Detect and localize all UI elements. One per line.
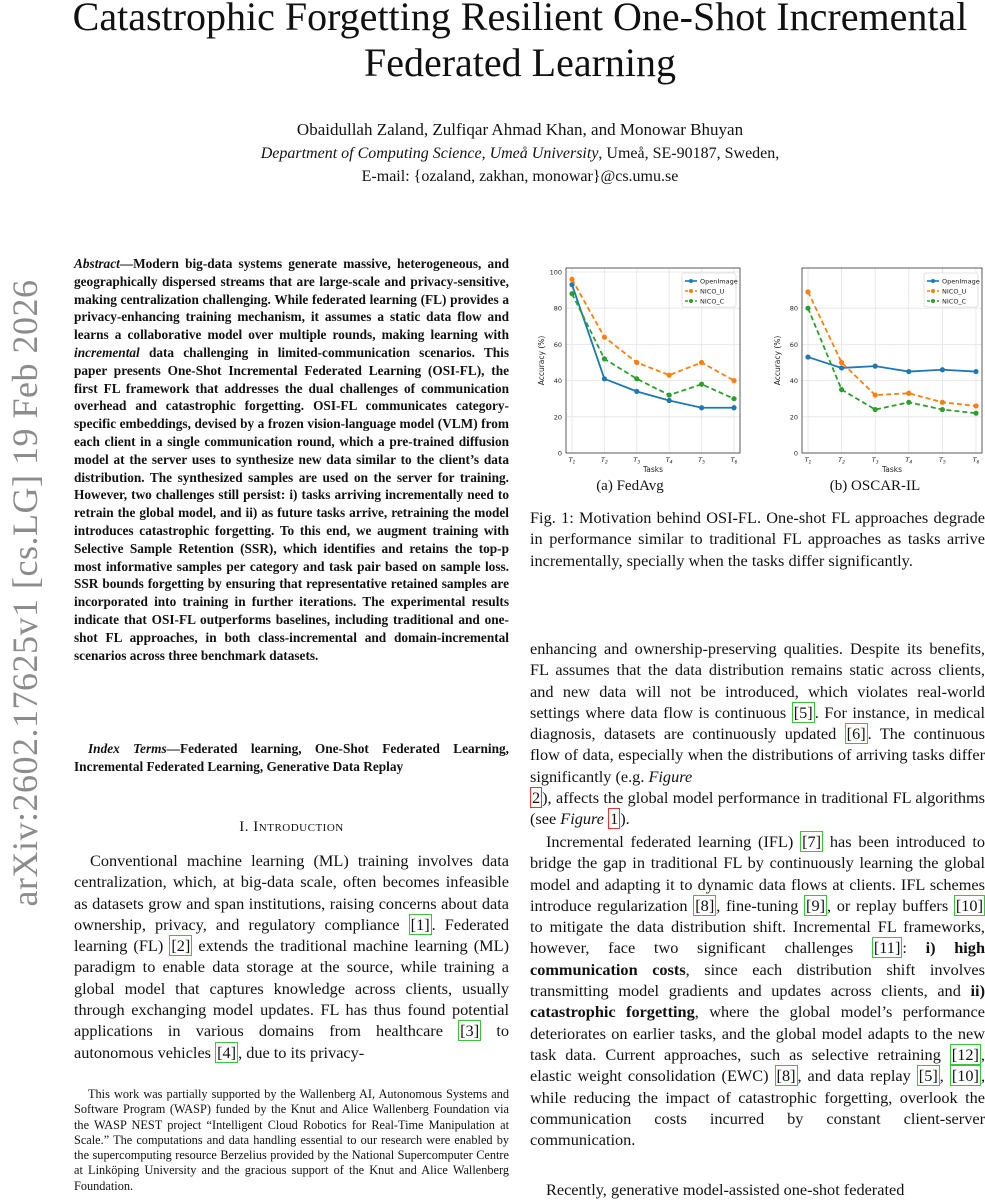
citation-link[interactable]: [4] bbox=[217, 1042, 237, 1062]
x-tick-label: $T_4$ bbox=[905, 456, 913, 466]
data-point bbox=[731, 378, 736, 383]
body-text: , where the global model’s performance deteriorates on earlier tasks, and the global model adapts to the new task data. Current approaches, such as selective retraining bbox=[530, 1002, 985, 1064]
body-text: , or replay buffers bbox=[827, 895, 954, 915]
data-point bbox=[699, 405, 704, 410]
intro-text: , due to its privacy- bbox=[238, 1042, 365, 1062]
chart-oscar-il bbox=[773, 268, 982, 474]
footnote: This work was partially supported by the Wallenberg AI, Autonomous Systems and Software Program (WASP) funded by the Knut and Alice Wallenberg Foundation via the WASP NEST project “Intelligent Cloud Robotics for Real-Time Manipulation at Scale.” The computations and data handling essential to our research were enabled by the supercomputing resource Berzelius provided by the National Supercomputer Centre at Linköping University and the gracious support of the Knut and Alice Wallenberg Foundation. bbox=[74, 1087, 509, 1193]
abstract-emphasis: incremental bbox=[74, 344, 140, 360]
body-text: . For instance, in medical diagnosis, datasets are continuously updated bbox=[530, 702, 985, 744]
data-point bbox=[906, 400, 911, 405]
citation-link[interactable]: [5] bbox=[918, 1066, 938, 1086]
series-line bbox=[572, 294, 734, 399]
email: E-mail: {ozaland, zakhan, monowar}@cs.umu.se bbox=[361, 168, 679, 185]
section-heading bbox=[74, 819, 509, 836]
x-tick-label: $T_1$ bbox=[804, 456, 812, 466]
legend-label: NICO_C bbox=[700, 297, 725, 306]
subcaption-b: (b) OSCAR-IL bbox=[829, 478, 921, 494]
data-point bbox=[906, 369, 911, 374]
x-tick-label: $T_6$ bbox=[730, 456, 738, 466]
x-tick-label: $T_2$ bbox=[600, 456, 608, 466]
x-axis-label: Tasks bbox=[642, 465, 664, 474]
body-text: , since each distribution shift involves transmitting model gradients and updates across clients, and bbox=[530, 959, 985, 1001]
data-point bbox=[839, 387, 844, 392]
citation-link[interactable]: [3] bbox=[460, 1021, 480, 1041]
citation-link[interactable]: [1] bbox=[410, 914, 430, 934]
data-point bbox=[731, 396, 736, 401]
body-text: has been introduced to bridge the gap in traditional FL by continuously learning the global model and adapting it to dynamic data flows at clients. IFL schemes introduce regularization bbox=[530, 832, 985, 915]
intro-text: Conventional machine learning (ML) training involves data centralization, which, at big-data scale, often becomes infeasible as datasets grow and span institutions, raising concerns about data ownership, privacy, and regulatory compliance bbox=[74, 851, 509, 934]
y-tick-label: 60 bbox=[553, 340, 562, 349]
data-point bbox=[873, 364, 878, 369]
body-text: , while reducing the impact of catastrophic forgetting, overlook the communication costs incurred by constant client-server communication. bbox=[530, 1066, 985, 1150]
body-text: ), affects the global model performance in traditional FL algorithms (see bbox=[530, 788, 985, 829]
data-point bbox=[906, 391, 911, 396]
data-point bbox=[667, 398, 672, 403]
arxiv-stamp: arXiv:2602.17625v1 [cs.LG] 19 Feb 2026 bbox=[5, 279, 45, 907]
citation-link[interactable]: [7] bbox=[802, 832, 822, 851]
data-point bbox=[873, 407, 878, 412]
legend-marker bbox=[689, 299, 693, 303]
y-tick-label: 20 bbox=[553, 413, 562, 422]
abstract-label: Abstract bbox=[74, 256, 120, 271]
legend-marker bbox=[931, 299, 935, 303]
data-point bbox=[699, 382, 704, 387]
citation-link[interactable]: [8] bbox=[695, 895, 715, 915]
body-text: : bbox=[902, 938, 926, 958]
abstract-text-2: data challenging in limited-communication scenarios. This paper presents One-Shot Incremental Federated Learning (OSI-FL), the first FL framework that addresses the dual challenges of communication overhead and catastrophic forgetting. OSI-FL communicates category-specific embeddings, devised by a frozen vision-language model (VLM) from each client in a single communication round, which a pre-trained diffusion model at the server uses to synthesize new data similar to the client’s data distribution. The synthesized samples are used on the server for training. However, two challenges still persist: i) tasks arriving incrementally need to retrain the global model, and ii) as future tasks arrive, retraining the model introduces catastrophic forgetting. To this end, we augment training with Selective Sample Retention (SSR), which identifies and retains the top-p most informative samples per category and task pair based on sample loss. SSR bounds forgetting by ensuring that representative retained samples are incorporated into training in further iterations. The experimental results indicate that OSI-FL outperforms baselines, including traditional and one-shot FL approaches, in both class-incremental and domain-incremental scenarios across three benchmark datasets. bbox=[74, 344, 509, 663]
x-tick-label: $T_5$ bbox=[938, 456, 946, 466]
intro-text: . Federated learning (FL) bbox=[74, 914, 509, 956]
body-text: Incremental federated learning (IFL) bbox=[546, 832, 801, 851]
y-tick-label: 60 bbox=[789, 340, 798, 349]
x-tick-label: $T_5$ bbox=[698, 456, 706, 466]
legend-marker bbox=[689, 289, 693, 293]
series-line bbox=[808, 292, 976, 406]
chart-fedavg bbox=[537, 268, 740, 474]
y-tick-label: 80 bbox=[789, 304, 798, 313]
data-point bbox=[667, 373, 672, 378]
x-tick-label: $T_4$ bbox=[665, 456, 673, 466]
y-tick-label: 40 bbox=[789, 377, 798, 386]
affiliation: Department of Computing Science, Umeå University, Umeå, SE-90187, Sweden, bbox=[260, 145, 780, 162]
body-text: , fine-tuning bbox=[716, 895, 805, 915]
figure-link[interactable]: 2 bbox=[532, 788, 541, 808]
data-point bbox=[602, 356, 607, 361]
data-point bbox=[634, 389, 639, 394]
index-terms-label: Index Terms bbox=[88, 741, 167, 756]
data-point bbox=[805, 289, 810, 294]
intro-text: extends the traditional machine learning (ML) paradigm to enable data storage at the source, while training a global model that captures knowledge across clients, usually through exchanging model updates. FL has thus found potential applications in various domains from healthcare bbox=[74, 936, 510, 1041]
y-tick-label: 40 bbox=[553, 377, 562, 386]
body-text: . The continuous flow of data, especially when the distributions of arriving tasks differ significantly (e.g. bbox=[530, 724, 985, 786]
data-point bbox=[602, 335, 607, 340]
data-point bbox=[805, 354, 810, 359]
y-tick-label: 0 bbox=[557, 449, 562, 458]
x-tick-label: $T_2$ bbox=[838, 456, 846, 466]
figure-caption: Fig. 1: Motivation behind OSI-FL. One-shot FL approaches degrade in performance similar to traditional FL approaches as tasks arrive incrementally, specially when the tasks differ significantly. bbox=[530, 508, 985, 570]
paper-title: Catastrophic Forgetting Resilient One-Shot Incremental Federated Learning bbox=[72, 0, 968, 85]
x-tick-label: $T_3$ bbox=[871, 456, 879, 466]
y-tick-label: 20 bbox=[789, 413, 798, 422]
citation-link[interactable]: [5] bbox=[793, 702, 813, 722]
data-point bbox=[602, 376, 607, 381]
legend-label: OpenImage bbox=[700, 277, 738, 286]
data-point bbox=[699, 360, 704, 365]
data-point bbox=[940, 367, 945, 372]
body-text: to mitigate the data distribution shift. Incremental FL frameworks, however, face two significant challenges bbox=[530, 917, 985, 958]
data-point bbox=[805, 306, 810, 311]
figure-link[interactable]: 1 bbox=[610, 809, 619, 829]
legend-label: OpenImage bbox=[942, 277, 980, 286]
data-point bbox=[569, 277, 574, 282]
citation-link[interactable]: [10] bbox=[955, 895, 983, 915]
body-text: , elastic weight consolidation (EWC) bbox=[530, 1044, 985, 1086]
bold-text: i) high communication costs bbox=[530, 938, 985, 979]
data-point bbox=[569, 291, 574, 296]
series-line bbox=[808, 308, 976, 413]
intro-text: to autonomous vehicles bbox=[74, 1021, 509, 1062]
citation-link[interactable]: [10] bbox=[951, 1066, 979, 1086]
citation-link[interactable]: [11] bbox=[873, 938, 901, 958]
y-tick-label: 100 bbox=[549, 268, 562, 277]
section-number: I. bbox=[239, 819, 250, 835]
legend-marker bbox=[931, 279, 935, 283]
x-axis-label: Tasks bbox=[881, 465, 903, 474]
data-point bbox=[839, 360, 844, 365]
x-tick-label: $T_6$ bbox=[972, 456, 980, 466]
data-point bbox=[940, 400, 945, 405]
figure-1-charts bbox=[532, 250, 985, 500]
data-point bbox=[634, 376, 639, 381]
y-axis-label: Accuracy (%) bbox=[537, 335, 546, 386]
x-tick-label: $T_1$ bbox=[568, 456, 576, 466]
affiliation-university: Umeå University bbox=[489, 145, 599, 162]
citation-link[interactable]: [8] bbox=[776, 1066, 796, 1086]
legend-label: NICO_U bbox=[942, 287, 967, 296]
intro-paragraph bbox=[74, 850, 509, 1063]
data-point bbox=[839, 365, 844, 370]
legend-label: NICO_C bbox=[942, 297, 967, 306]
data-point bbox=[973, 403, 978, 408]
citation-link[interactable]: [6] bbox=[846, 724, 866, 744]
y-tick-label: 0 bbox=[793, 449, 798, 458]
affiliation-address: , Umeå, SE-90187, Sweden, bbox=[598, 145, 780, 162]
legend-marker bbox=[931, 289, 935, 293]
data-point bbox=[667, 392, 672, 397]
data-point bbox=[973, 411, 978, 416]
abstract bbox=[74, 255, 509, 664]
data-point bbox=[973, 369, 978, 374]
citation-link[interactable]: [2] bbox=[171, 936, 191, 956]
affiliation-dept: Department of Computing Science bbox=[260, 145, 482, 162]
index-terms bbox=[74, 740, 509, 776]
y-axis-label: Accuracy (%) bbox=[773, 335, 782, 386]
citation-link[interactable]: [12] bbox=[951, 1044, 979, 1064]
citation-link[interactable]: [9] bbox=[806, 895, 826, 915]
data-point bbox=[940, 407, 945, 412]
x-tick-label: $T_3$ bbox=[633, 456, 641, 466]
subcaption-a: (a) FedAvg bbox=[596, 478, 664, 494]
abstract-text-1: —Modern big-data systems generate massive, heterogeneous, and geographically dispersed streams that are large-scale and privacy-sensitive, making centralization challenging. While federated learning (FL) provides a privacy-enhancing training mechanism, it assumes a static data flow and learns a collaborative model over multiple rounds, making learning with bbox=[74, 256, 509, 343]
legend-marker bbox=[689, 279, 693, 283]
index-terms-text: —Federated learning, One-Shot Federated Learning, Incremental Federated Learning, Generative Data Replay bbox=[74, 741, 509, 774]
figure-word: Figure bbox=[648, 766, 693, 786]
data-point bbox=[634, 360, 639, 365]
y-tick-label: 80 bbox=[553, 304, 562, 313]
data-point bbox=[873, 392, 878, 397]
figure-word: Figure bbox=[560, 809, 604, 829]
authors: Obaidullah Zaland, Zulfiqar Ahmad Khan, and Monowar Bhuyan bbox=[296, 120, 744, 139]
right-paragraph-1 bbox=[530, 638, 985, 830]
body-text: enhancing and ownership-preserving qualities. Despite its benefits, FL assumes that the data distribution remains static across clients, and new data will not be introduced, which violates real-world settings where data flow is continuous bbox=[530, 639, 985, 722]
body-text: ). bbox=[620, 809, 630, 829]
section-title: Introduction bbox=[253, 819, 344, 835]
legend-label: NICO_U bbox=[700, 287, 725, 296]
body-text: , and data replay bbox=[797, 1066, 917, 1086]
body-text: , bbox=[939, 1066, 950, 1086]
right-paragraph-3: Recently, generative model-assisted one-shot federated bbox=[546, 1180, 905, 1199]
bold-text: ii) catastrophic forgetting bbox=[530, 981, 985, 1022]
data-point bbox=[731, 405, 736, 410]
right-paragraph-2 bbox=[530, 831, 985, 1150]
